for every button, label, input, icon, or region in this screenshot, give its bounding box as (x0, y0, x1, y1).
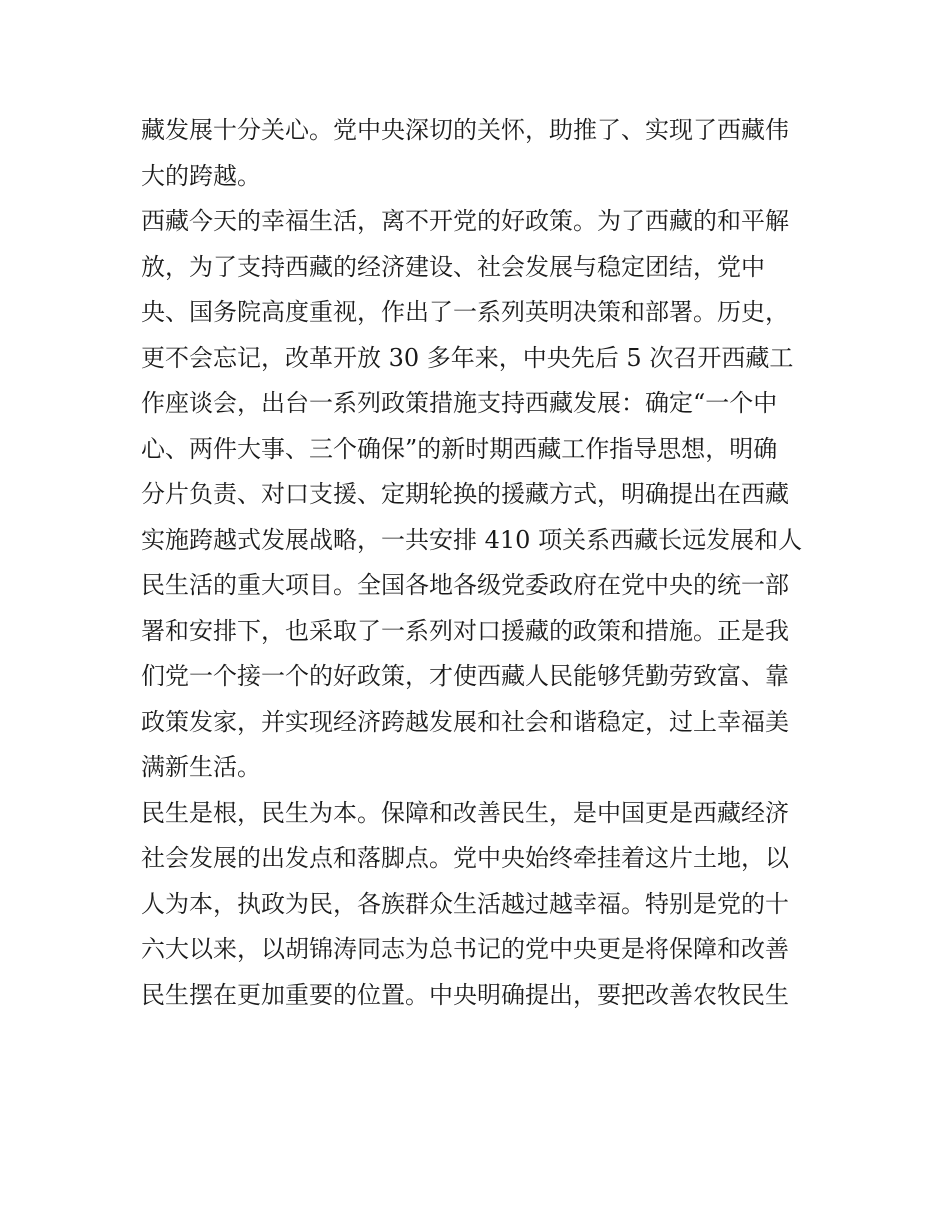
text-line: 们党一个接一个的好政策，才使西藏人民能够凭勤劳致富、靠 (141, 662, 789, 690)
text-line: 大的跨越。 (141, 161, 261, 190)
text-line: 民生摆在更加重要的位置。中央明确提出，要把改善农牧民生 (141, 980, 789, 1009)
text-line: 人为本，执政为民，各族群众生活越过越幸福。特别是党的十 (141, 889, 789, 918)
text-line: 央、国务院高度重视，作出了一系列英明决策和部署。历史， (141, 298, 789, 326)
text-line: 满新生活。 (141, 753, 261, 781)
text-line: 社会发展的出发点和落脚点。党中央始终牵挂着这片土地，以 (141, 844, 789, 872)
text-line: 实施跨越式发展战略，一共安排 410 项关系西藏长远发展和人 (141, 525, 803, 554)
text-line: 藏发展十分关心。党中央深切的关怀，助推了、实现了西藏伟 (141, 116, 789, 144)
text-line: 更不会忘记，改革开放 30 多年来，中央先后 5 次召开西藏工 (141, 343, 794, 372)
text-line: 民生活的重大项目。全国各地各级党委政府在党中央的统一部 (141, 571, 789, 599)
text-line: 六大以来，以胡锦涛同志为总书记的党中央更是将保障和改善 (141, 935, 789, 963)
text-line: 分片负责、对口支援、定期轮换的援藏方式，明确提出在西藏 (141, 480, 789, 508)
text-line: 作座谈会，出台一系列政策措施支持西藏发展：确定“一个中 (141, 389, 778, 417)
text-line: 民生是根，民生为本。保障和改善民生，是中国更是西藏经济 (141, 798, 789, 827)
text-line: 政策发家，并实现经济跨越发展和社会和谐稳定，过上幸福美 (141, 707, 789, 736)
text-line: 西藏今天的幸福生活，离不开党的好政策。为了西藏的和平解 (141, 207, 789, 235)
text-line: 放，为了支持西藏的经济建设、社会发展与稳定团结，党中 (141, 252, 765, 281)
text-line: 署和安排下，也采取了一系列对口援藏的政策和措施。正是我 (141, 616, 789, 645)
document-body (141, 108, 821, 1018)
text-line: 心、两件大事、三个确保”的新时期西藏工作指导思想，明确 (141, 434, 778, 463)
